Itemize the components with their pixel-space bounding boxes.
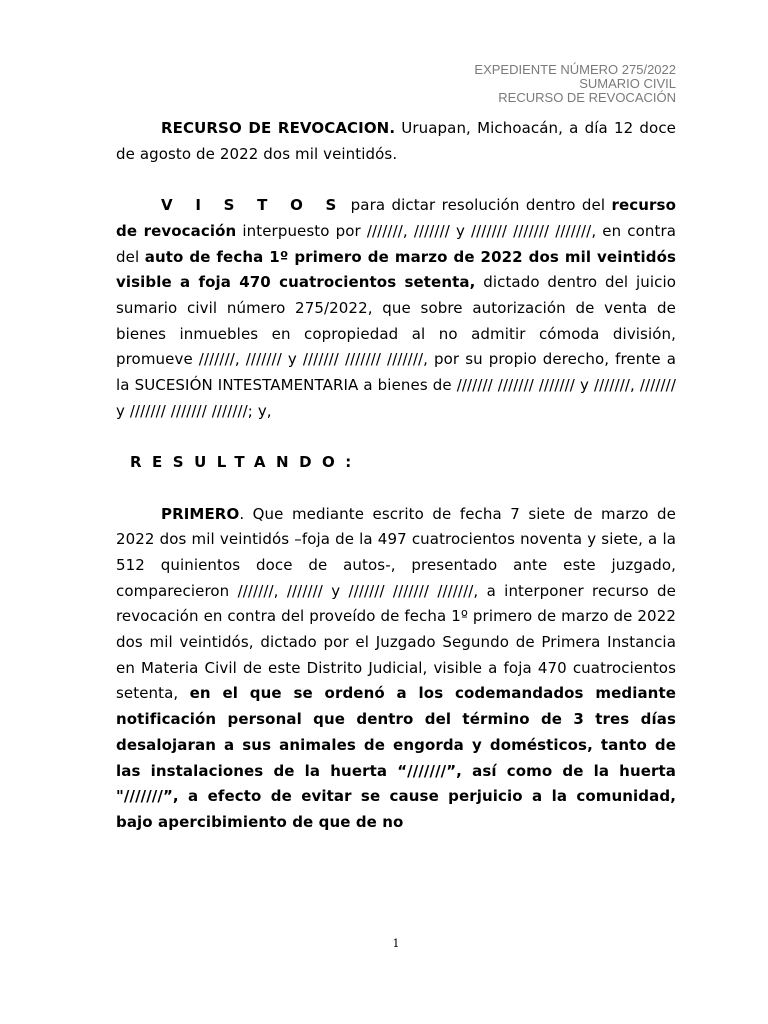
resolution-title: RECURSO DE REVOCACION. (161, 119, 396, 137)
case-type: SUMARIO CIVIL (579, 76, 676, 91)
section-heading: RESULTANDO: (130, 453, 362, 472)
vistos-paragraph: V I S T O S para dictar resolución dentro del recurso de revocación interpuesto por ///////, /////// y /////// /////// ///////, en contra del auto de fecha 1º primero de marzo de 2022 dos mil veintidós visible a foja 470 cuatrocientos setenta, dictado dentro del juicio sumario civil número 275/2022, que sobre autorización de venta de bienes inmuebles en copropiedad al no admitir cómoda división, promueve ///////, /////// y /////// /////// ///////, por su propio derecho, frente a la SUCESIÓN INTESTAMENTARIA a bienes de /////// /////// /////// y ///////, /////// y /////// /////// ///////; y, (116, 196, 677, 420)
primero-label: PRIMERO (161, 504, 240, 523)
opening-paragraph (116, 116, 676, 167)
case-number: EXPEDIENTE NÚMERO 275/2022 (474, 62, 676, 77)
appeal-type: RECURSO DE REVOCACIÓN (498, 90, 676, 105)
document-header (474, 63, 676, 105)
page-number: 1 (392, 937, 400, 950)
primero-paragraph: PRIMERO. Que mediante escrito de fecha 7 siete de marzo de 2022 dos mil veintidós –foja de la 497 cuatrocientos noventa y siete, a la 512 quinientos doce de autos-, presentado ante este juzgado, comparecieron ///////, /////// y /////// /////// ///////, a interponer recurso de revocación en contra del proveído de fecha 1º primero de marzo de 2022 dos mil veintidós, dictado por el Juzgado Segundo de Primera Instancia en Materia Civil de este Distrito Judicial, visible a foja 470 cuatrocientos setenta, en el que se ordenó a los codemandados mediante notificación personal que dentro del término de 3 tres días desalojaran a sus animales de engorda y domésticos, tanto de las instalaciones de la huerta “///////”, así como de la huerta "///////”, a efecto de evitar se cause perjuicio a la comunidad, bajo apercibimiento de que de no (116, 504, 677, 831)
place-and-date: Uruapan, Michoacán, a día 12 doce de agosto de 2022 dos mil veintidós. (116, 119, 676, 163)
vistos-label: V I S T O S (161, 196, 345, 215)
document-body (116, 116, 676, 836)
